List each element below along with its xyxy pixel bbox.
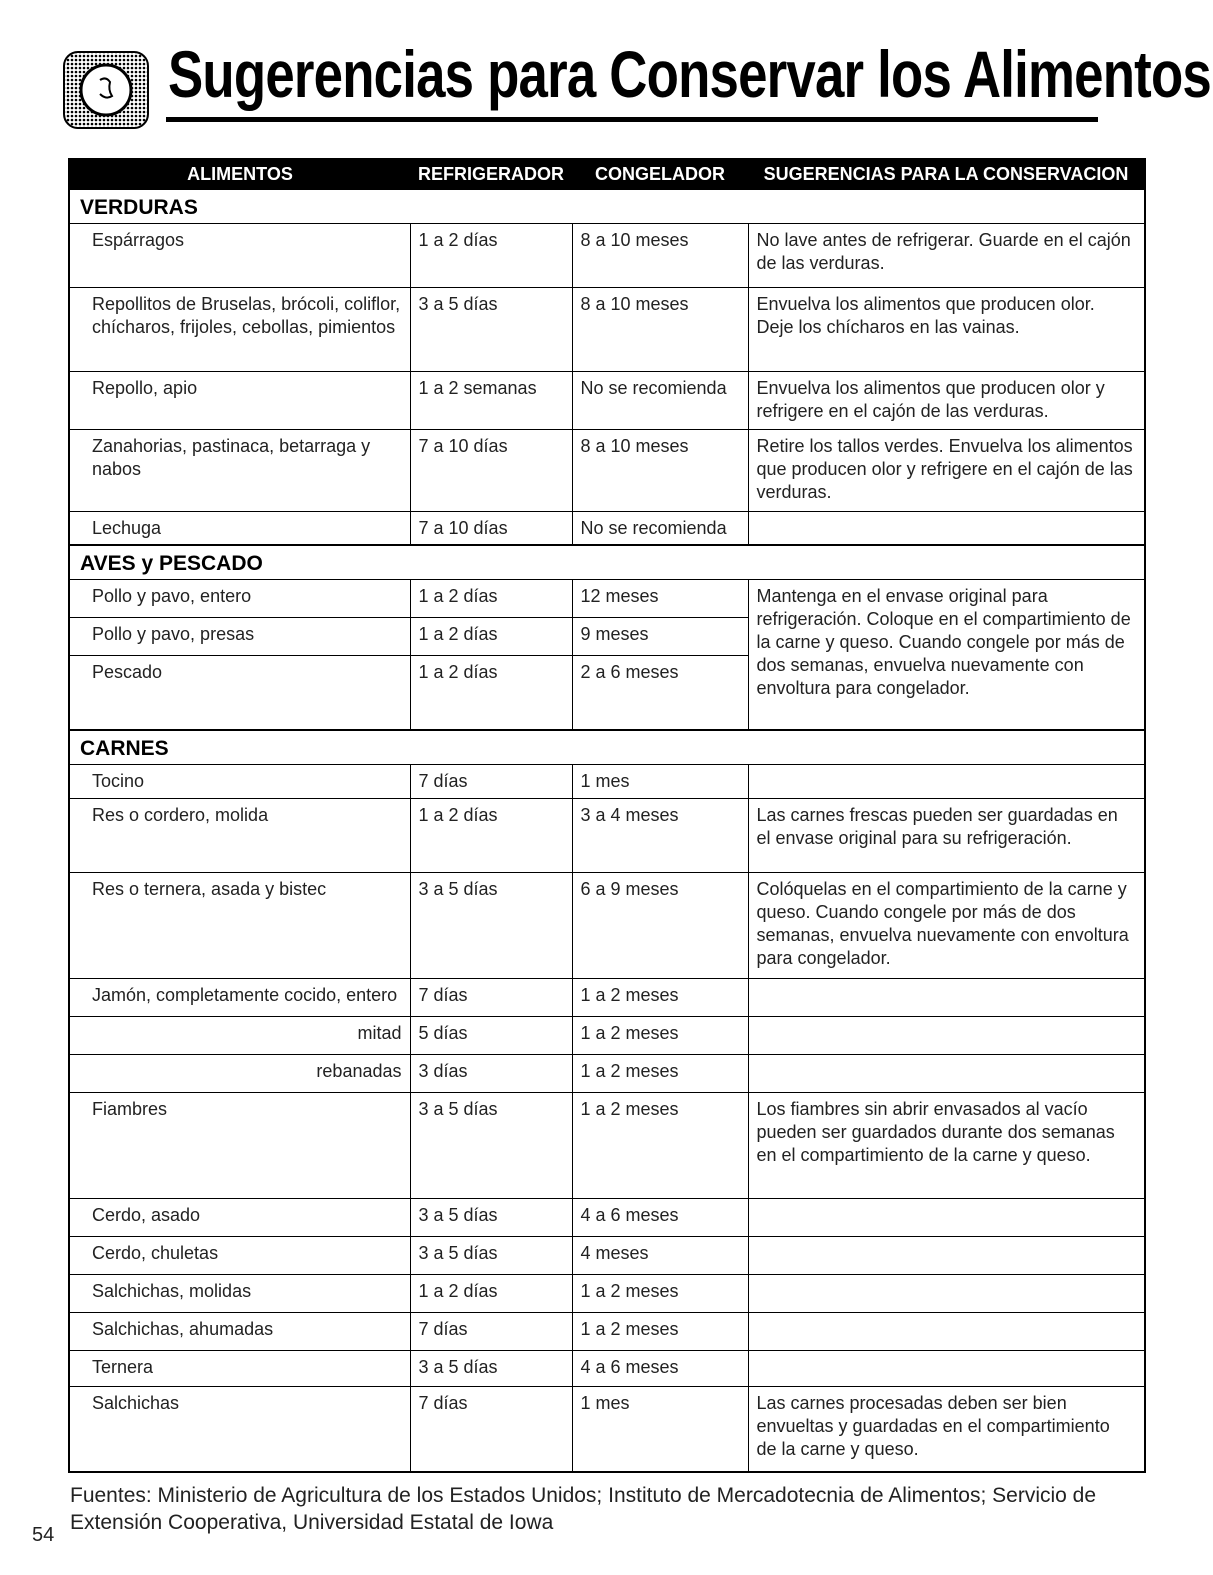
fridge-cell: 7 días [410,1386,572,1472]
food-cell: Cerdo, chuletas [69,1236,410,1274]
freezer-cell: 8 a 10 meses [572,288,748,372]
tip-cell: Los fiambres sin abrir envasados al vacío pueden ser guardados durante dos semanas en el compartimiento de la carne y queso. [748,1092,1145,1198]
food-cell: Pollo y pavo, presas [69,618,410,656]
page-number: 54 [32,1524,55,1546]
section-title: AVES y PESCADO [69,545,1145,580]
fridge-cell: 1 a 2 días [410,224,572,288]
tip-cell: Envuelva los alimentos que producen olor. Deje los chícharos en las vainas. [748,288,1145,372]
food-cell: Salchichas [69,1386,410,1472]
food-cell: Salchichas, ahumadas [69,1312,410,1350]
freezer-cell: 12 meses [572,580,748,618]
tip-cell [748,978,1145,1016]
freezer-cell: 1 a 2 meses [572,1312,748,1350]
tip-cell [748,1198,1145,1236]
tip-cell [748,1236,1145,1274]
table-row [69,1386,1145,1472]
tip-cell [748,1054,1145,1092]
table-row [69,580,1145,618]
tip-cell: Las carnes procesadas deben ser bien envueltas y guardadas en el compartimiento de la carne y queso. [748,1386,1145,1472]
fridge-cell: 7 días [410,978,572,1016]
fridge-cell: 5 días [410,1016,572,1054]
food-cell: Pollo y pavo, entero [69,580,410,618]
freezer-cell: 1 a 2 meses [572,1054,748,1092]
title-underline [166,117,1098,122]
freezer-cell: 8 a 10 meses [572,430,748,512]
food-cell: Cerdo, asado [69,1198,410,1236]
fridge-cell: 1 a 2 días [410,618,572,656]
tip-cell [748,1016,1145,1054]
tip-cell [748,512,1145,546]
table-row [69,512,1145,546]
table-row [69,1016,1145,1054]
tip-cell [748,1350,1145,1386]
table-row [69,1236,1145,1274]
tip-cell: Retire los tallos verdes. Envuelva los alimentos que producen olor y refrigere en el cajón de las verduras. [748,430,1145,512]
tip-cell: Colóquelas en el compartimiento de la carne y queso. Cuando congele por más de dos semanas, envuelva nuevamente con envoltura para congelador. [748,872,1145,978]
food-cell: Salchichas, molidas [69,1274,410,1312]
freezer-cell: 1 a 2 meses [572,1016,748,1054]
food-cell: Jamón, completamente cocido, entero [69,978,410,1016]
food-storage-table [68,158,1146,1473]
header-tips: SUGERENCIAS PARA LA CONSERVACION [748,159,1145,189]
food-cell: Tocino [69,764,410,798]
food-cell: Res o ternera, asada y bistec [69,872,410,978]
freezer-cell: 4 a 6 meses [572,1350,748,1386]
tip-cell: No lave antes de refrigerar. Guarde en el cajón de las verduras. [748,224,1145,288]
freezer-cell: No se recomienda [572,372,748,430]
food-cell: Pescado [69,656,410,730]
freezer-cell: 4 meses [572,1236,748,1274]
food-cell: Repollo, apio [69,372,410,430]
fridge-cell: 3 a 5 días [410,872,572,978]
fridge-cell: 1 a 2 días [410,1274,572,1312]
table-row [69,764,1145,798]
section-header-row [69,730,1145,765]
table-row [69,1092,1145,1198]
freezer-cell: 2 a 6 meses [572,656,748,730]
tip-cell: Envuelva los alimentos que producen olor y refrigere en el cajón de las verduras. [748,372,1145,430]
freezer-cell: 6 a 9 meses [572,872,748,978]
freezer-cell: No se recomienda [572,512,748,546]
table-row [69,1198,1145,1236]
food-cell: Fiambres [69,1092,410,1198]
freezer-cell: 3 a 4 meses [572,798,748,872]
table-row [69,372,1145,430]
food-cell: Lechuga [69,512,410,546]
table-row [69,224,1145,288]
freezer-cell: 4 a 6 meses [572,1198,748,1236]
freezer-cell: 1 a 2 meses [572,978,748,1016]
fridge-cell: 1 a 2 días [410,656,572,730]
section-carnes [69,730,1145,1473]
table-row [69,978,1145,1016]
freezer-cell: 1 a 2 meses [572,1274,748,1312]
fridge-cell: 7 días [410,764,572,798]
tip-cell: Las carnes frescas pueden ser guardadas en el envase original para su refrigeración. [748,798,1145,872]
section-title: CARNES [69,730,1145,765]
table-row [69,1054,1145,1092]
table-row [69,1350,1145,1386]
section-verduras [69,189,1145,545]
food-cell: Zanahorias, pastinaca, betarraga y nabos [69,430,410,512]
page-title: Sugerencias para Conservar los Alimentos [168,37,1211,111]
section-header-row [69,545,1145,580]
tip-cell: Mantenga en el envase original para refrigeración. Coloque en el compartimiento de la carne y queso. Cuando congele por más de dos semanas, envuelva nuevamente con envoltura para congelador. [748,580,1145,730]
table-row [69,872,1145,978]
section-aves-pescado [69,545,1145,730]
fridge-cell: 7 a 10 días [410,512,572,546]
section-title: VERDURAS [69,189,1145,224]
freezer-cell: 1 mes [572,1386,748,1472]
header-freezer: CONGELADOR [572,159,748,189]
section-header-row [69,189,1145,224]
tip-cell [748,764,1145,798]
freezer-cell: 1 mes [572,764,748,798]
fridge-cell: 3 a 5 días [410,288,572,372]
fridge-cell: 3 a 5 días [410,1198,572,1236]
tip-cell [748,1312,1145,1350]
fridge-cell: 1 a 2 días [410,798,572,872]
fridge-cell: 7 a 10 días [410,430,572,512]
fridge-cell: 1 a 2 semanas [410,372,572,430]
table-row [69,430,1145,512]
sources-footnote: Fuentes: Ministerio de Agricultura de los Estados Unidos; Instituto de Mercadotecnia de Alimentos; Servicio de Extensión Cooperativa, Universidad Estatal de Iowa [70,1484,1097,1534]
food-cell: rebanadas [69,1054,410,1092]
header-fridge: REFRIGERADOR [410,159,572,189]
food-cell: Ternera [69,1350,410,1386]
fridge-cell: 7 días [410,1312,572,1350]
table-row [69,288,1145,372]
fridge-cell: 3 a 5 días [410,1236,572,1274]
fridge-cell: 3 días [410,1054,572,1092]
freezer-cell: 8 a 10 meses [572,224,748,288]
table-row [69,1312,1145,1350]
header-food: ALIMENTOS [69,159,410,189]
fridge-cell: 1 a 2 días [410,580,572,618]
fridge-cell: 3 a 5 días [410,1350,572,1386]
freezer-cell: 1 a 2 meses [572,1092,748,1198]
table-row [69,798,1145,872]
table-row [69,1274,1145,1312]
refrigerator-tips-icon [62,50,150,130]
food-cell: Repollitos de Bruselas, brócoli, coliflor, chícharos, frijoles, cebollas, pimientos [69,288,410,372]
freezer-cell: 9 meses [572,618,748,656]
table-header-row [69,159,1145,189]
tip-cell [748,1274,1145,1312]
fridge-cell: 3 a 5 días [410,1092,572,1198]
food-cell: mitad [69,1016,410,1054]
food-cell: Res o cordero, molida [69,798,410,872]
food-cell: Espárragos [69,224,410,288]
